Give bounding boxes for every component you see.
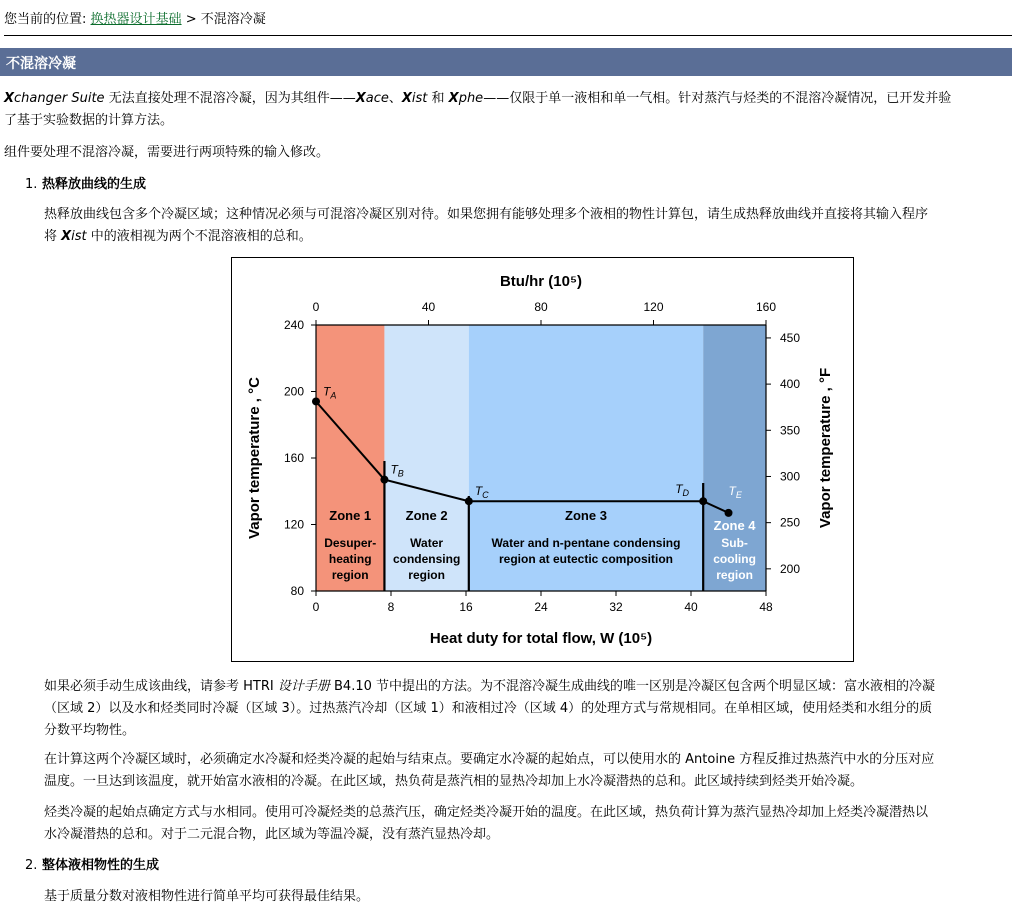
calc-line-1: 在计算这两个冷凝区域时，必须确定水冷凝和烃类冷凝的起始与结束点。要确定水冷凝的起始点，可以使用水的 Antoine 方程反推过热蒸汽中水的分压对应: [44, 752, 935, 767]
point-TA: [312, 397, 320, 405]
breadcrumb-prefix: 您当前的位置:: [4, 12, 87, 27]
point-TD: [699, 497, 707, 505]
manual-line-2: （区域 2）以及水和烃类同时冷凝（区域 3）。过热蒸汽冷却（区域 1）和液相过冷（区域 4）的处理方式与常规相同。在单相区域，使用烃类和水组分的质: [44, 701, 933, 716]
zone-2-desc-line: Water: [410, 536, 444, 550]
zone-3-desc-line: region at eutectic composition: [498, 552, 674, 566]
x-tick-label: 48: [759, 600, 773, 614]
y-tick-label: 80: [290, 584, 304, 598]
hydrocarbon-line-1: 烃类冷凝的起始点确定方式与水相同。使用可冷凝烃类的总蒸汽压，确定烃类冷凝开始的温度。在此区域，热负荷计算为蒸汽显热冷却加上烃类冷凝潜热以: [44, 805, 929, 820]
x-tick-label: 24: [534, 600, 548, 614]
zone-4-desc-line: cooling: [713, 552, 756, 566]
x-tick-label: 40: [684, 600, 698, 614]
item1-line-1: 热释放曲线包含多个冷凝区域；这种情况必须与可混溶冷凝区别对待。如果您拥有能够处理多个液相的物性计算包，请生成热释放曲线并直接将其输入程序: [44, 207, 929, 222]
list-item-1-heading: [25, 174, 146, 196]
paragraph-2: 组件要处理不混溶冷凝，需要进行两项特殊的输入修改。: [4, 145, 330, 160]
list-item-2-heading: [25, 855, 159, 877]
title-banner: [0, 48, 1012, 76]
y2-tick-label: 350: [780, 423, 801, 438]
calc-line-2: 温度。一旦达到该温度，就开始富水液相的冷凝。在此区域，热负荷是蒸汽相的显热冷却加上水冷凝潜热的总和。此区域持续到烃类开始冷凝。: [44, 774, 864, 789]
intro-line-1: Xchanger Suite 无法直接处理不混溶冷凝，因为其组件——Xace、Xist 和 Xphe——仅限于单一液相和单一气相。针对蒸汽与烃类的不混溶冷凝情况，已开发并验: [4, 91, 952, 106]
point-TC: [465, 497, 473, 505]
chart-title: Btu/hr (10⁵): [499, 273, 583, 290]
point-label-TD: $T_D$: [675, 482, 690, 499]
x2-tick-label: 120: [643, 300, 664, 314]
breadcrumb: [4, 8, 266, 27]
y2-tick-label: 450: [780, 330, 801, 345]
x-tick-label: 16: [459, 600, 473, 614]
heat-release-chart: [231, 257, 854, 662]
x-tick-label: 0: [312, 600, 320, 614]
y2-axis-label: Vapor temperature , °F: [817, 367, 834, 529]
list-item-2-number: 2.: [25, 858, 38, 873]
y-tick-label: 200: [283, 384, 304, 399]
manual-line-3: 分数平均物性。: [44, 723, 136, 738]
zone-1-desc-line: Desuper-: [324, 536, 377, 550]
chart-svg: [232, 258, 853, 661]
list-item-1-title: 热释放曲线的生成: [41, 177, 146, 192]
y-tick-label: 160: [283, 451, 304, 465]
point-TB: [380, 476, 388, 484]
y2-tick-label: 200: [780, 561, 801, 576]
x-tick-label: 8: [387, 600, 395, 614]
breadcrumb-link[interactable]: 换热器设计基础: [90, 12, 182, 27]
y2-tick-label: 250: [780, 515, 801, 530]
zone-1-desc-line: heating: [328, 552, 372, 566]
x-axis-label: Heat duty for total flow, W (10⁵): [429, 630, 653, 647]
y-axis-label: Vapor temperature , °C: [246, 377, 263, 539]
manual-line-1: 如果必须手动生成该曲线，请参考 HTRI 设计手册 B4.10 节中提出的方法。为不混溶冷凝生成曲线的唯一区别是冷凝区包含两个明显区域：富水液相的冷凝: [44, 679, 936, 694]
x2-tick-label: 160: [755, 300, 777, 314]
point-label-TE: $T_E$: [728, 483, 742, 500]
breadcrumb-current: 不混溶冷凝: [200, 12, 266, 27]
page-title: 不混溶冷凝: [6, 56, 76, 72]
hydrocarbon-line-2: 水冷凝潜热的总和。对于二元混合物，此区域为等温冷凝，没有蒸汽显热冷却。: [44, 827, 500, 842]
x2-tick-label: 0: [312, 300, 320, 314]
zone-2-title: Zone 2: [405, 508, 448, 523]
item1-line-2: 将 Xist 中的液相视为两个不混溶液相的总和。: [44, 229, 312, 244]
x2-tick-label: 80: [534, 300, 548, 314]
divider: [4, 35, 1012, 36]
breadcrumb-separator: >: [185, 12, 197, 27]
y-tick-label: 120: [283, 517, 304, 532]
x-tick-label: 32: [609, 600, 623, 614]
x2-tick-label: 40: [421, 300, 436, 314]
zone-1-title: Zone 1: [329, 508, 372, 523]
point-TE: [725, 509, 733, 517]
zone-4-desc-line: region: [716, 568, 753, 582]
zone-2-desc-line: region: [408, 568, 445, 582]
y2-tick-label: 300: [780, 469, 801, 484]
y-tick-label: 240: [283, 318, 304, 332]
zone-2-desc-line: condensing: [392, 552, 461, 566]
y2-tick-label: 400: [780, 377, 801, 392]
zone-3-desc-line: Water and n-pentane condensing: [491, 536, 681, 550]
zone-4-title: Zone 4: [713, 518, 756, 533]
list-item-2-title: 整体液相物性的生成: [41, 858, 159, 873]
zone-1-desc-line: region: [331, 568, 369, 582]
zone-3-title: Zone 3: [565, 508, 607, 523]
point-label-TC: $T_C$: [474, 484, 489, 501]
item2-line-1: 基于质量分数对液相物性进行简单平均可获得最佳结果。: [44, 889, 370, 904]
list-item-1-number: 1.: [25, 177, 38, 192]
intro-line-2: 了基于实验数据的计算方法。: [4, 113, 174, 128]
zone-4-desc-line: Sub-: [721, 536, 748, 550]
point-label-TB: $T_B$: [390, 462, 404, 479]
point-label-TA: $T_A$: [323, 384, 337, 401]
